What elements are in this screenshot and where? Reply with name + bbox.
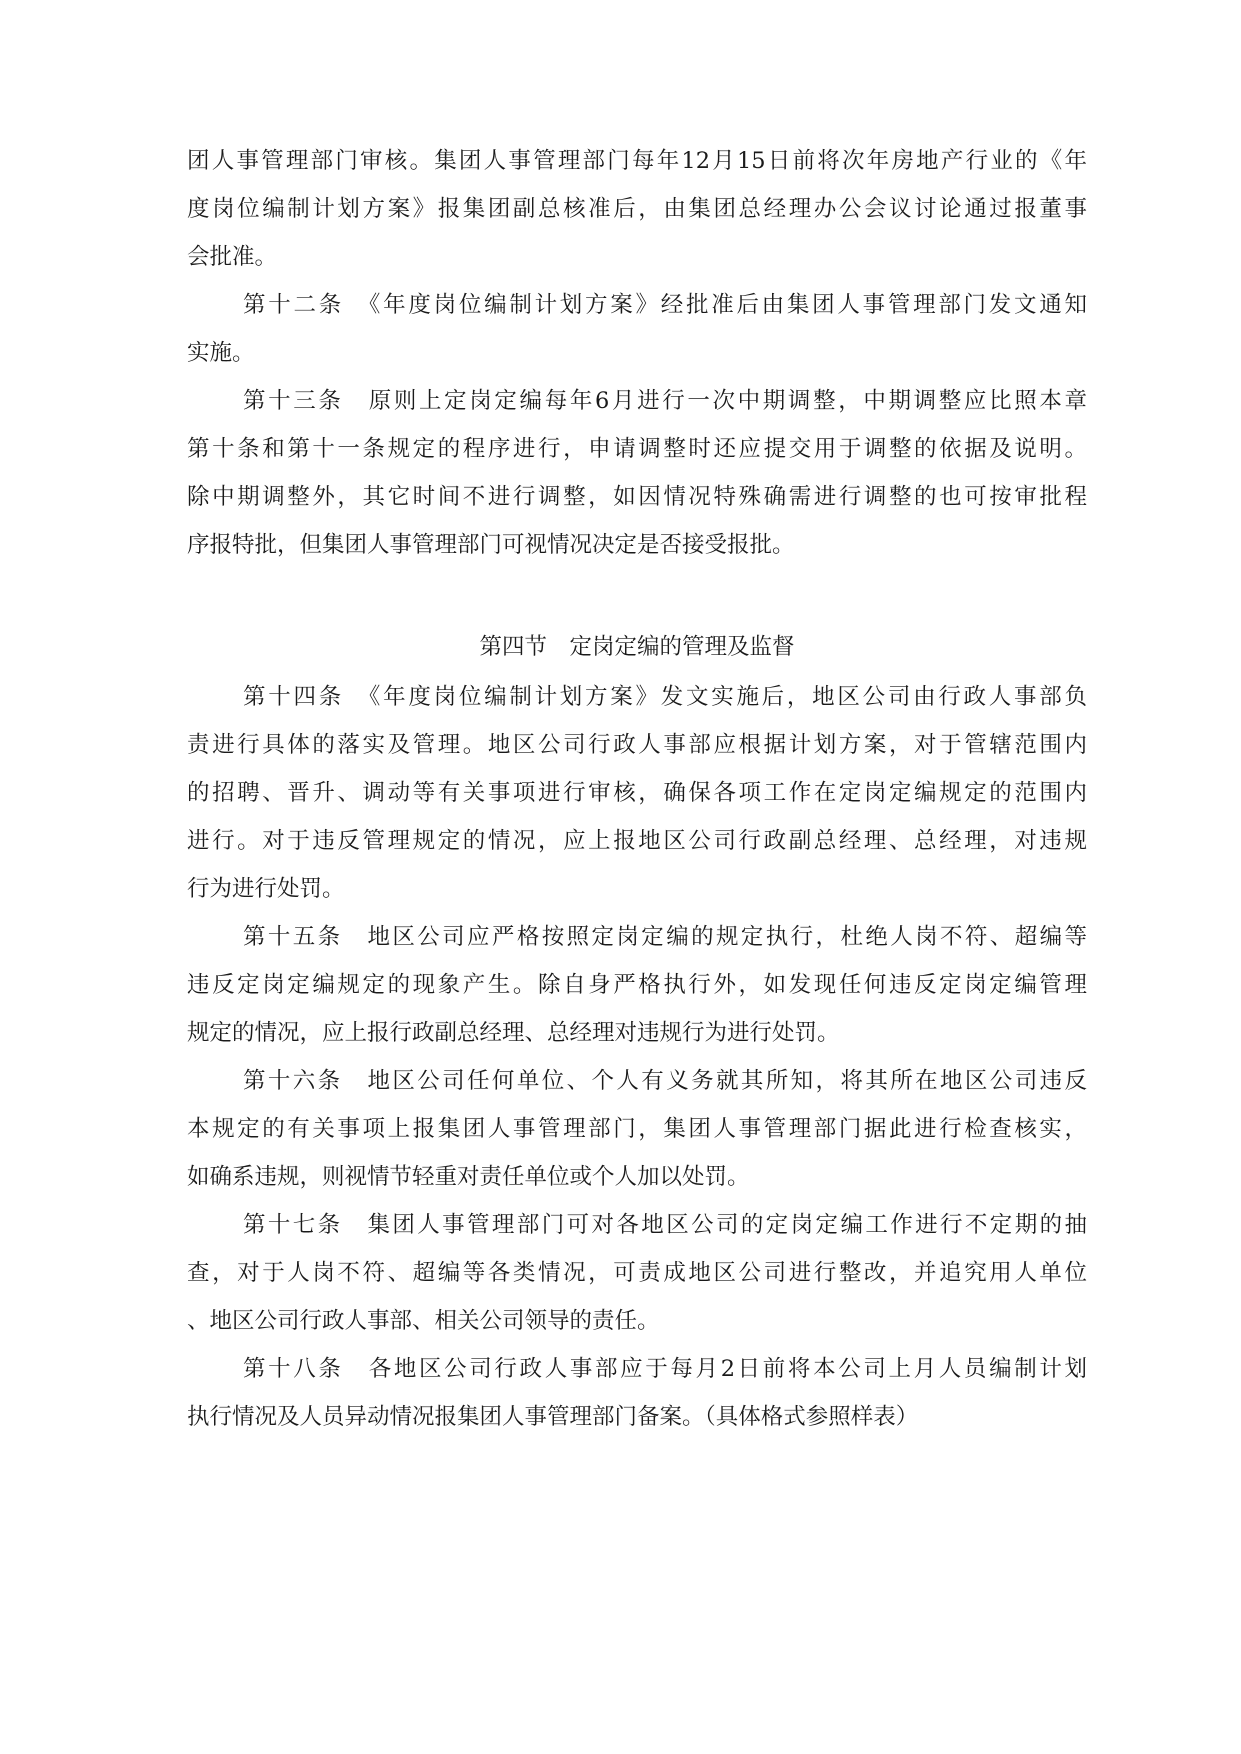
article-16-heading-line: 第十六条 地区公司任何单位、个人有义务就其所知，将其所在地区公司违反	[243, 1068, 1087, 1094]
paragraph-line: 除中期调整外，其它时间不进行调整，如因情况特殊确需进行调整的也可按审批程	[187, 484, 1087, 510]
article-12-heading-line: 第十二条 《年度岗位编制计划方案》经批准后由集团人事管理部门发文通知	[243, 292, 1087, 318]
paragraph-line: 行为进行处罚。	[187, 876, 345, 902]
paragraph-line: 进行。对于违反管理规定的情况，应上报地区公司行政副总经理、总经理，对违规	[187, 828, 1087, 854]
article-14-heading-line: 第十四条 《年度岗位编制计划方案》发文实施后，地区公司由行政人事部负	[243, 684, 1087, 710]
document-page	[187, 0, 1087, 1754]
paragraph-line: 如确系违规，则视情节轻重对责任单位或个人加以处罚。	[187, 1164, 750, 1190]
paragraph-line: 执行情况及人员异动情况报集团人事管理部门备案。（具体格式参照样表）	[187, 1404, 919, 1430]
section-heading: 第四节 定岗定编的管理及监督	[479, 634, 795, 660]
article-17-heading-line: 第十七条 集团人事管理部门可对各地区公司的定岗定编工作进行不定期的抽	[243, 1212, 1087, 1238]
paragraph-line: 责进行具体的落实及管理。地区公司行政人事部应根据计划方案，对于管辖范围内	[187, 732, 1087, 758]
article-18-heading-line: 第十八条 各地区公司行政人事部应于每月2日前将本公司上月人员编制计划	[243, 1356, 1087, 1382]
paragraph-line: 的招聘、晋升、调动等有关事项进行审核，确保各项工作在定岗定编规定的范围内	[187, 780, 1087, 806]
paragraph-line: 规定的情况，应上报行政副总经理、总经理对违规行为进行处罚。	[187, 1020, 840, 1046]
paragraph-line: 实施。	[187, 340, 255, 366]
article-13-heading-line: 第十三条 原则上定岗定编每年6月进行一次中期调整，中期调整应比照本章	[243, 388, 1087, 414]
paragraph-line: 度岗位编制计划方案》报集团副总核准后，由集团总经理办公会议讨论通过报董事	[187, 196, 1087, 222]
paragraph-line: 、地区公司行政人事部、相关公司领导的责任。	[187, 1308, 660, 1334]
paragraph-line: 团人事管理部门审核。集团人事管理部门每年12月15日前将次年房地产行业的《年	[187, 148, 1087, 174]
paragraph-line: 查，对于人岗不符、超编等各类情况，可责成地区公司进行整改，并追究用人单位	[187, 1260, 1087, 1286]
paragraph-line: 本规定的有关事项上报集团人事管理部门，集团人事管理部门据此进行检查核实，	[187, 1116, 1087, 1142]
paragraph-line: 序报特批，但集团人事管理部门可视情况决定是否接受报批。	[187, 532, 795, 558]
paragraph-line: 第十条和第十一条规定的程序进行，申请调整时还应提交用于调整的依据及说明。	[187, 436, 1087, 462]
paragraph-line: 违反定岗定编规定的现象产生。除自身严格执行外，如发现任何违反定岗定编管理	[187, 972, 1087, 998]
paragraph-line: 会批准。	[187, 244, 278, 270]
article-15-heading-line: 第十五条 地区公司应严格按照定岗定编的规定执行，杜绝人岗不符、超编等	[243, 924, 1087, 950]
